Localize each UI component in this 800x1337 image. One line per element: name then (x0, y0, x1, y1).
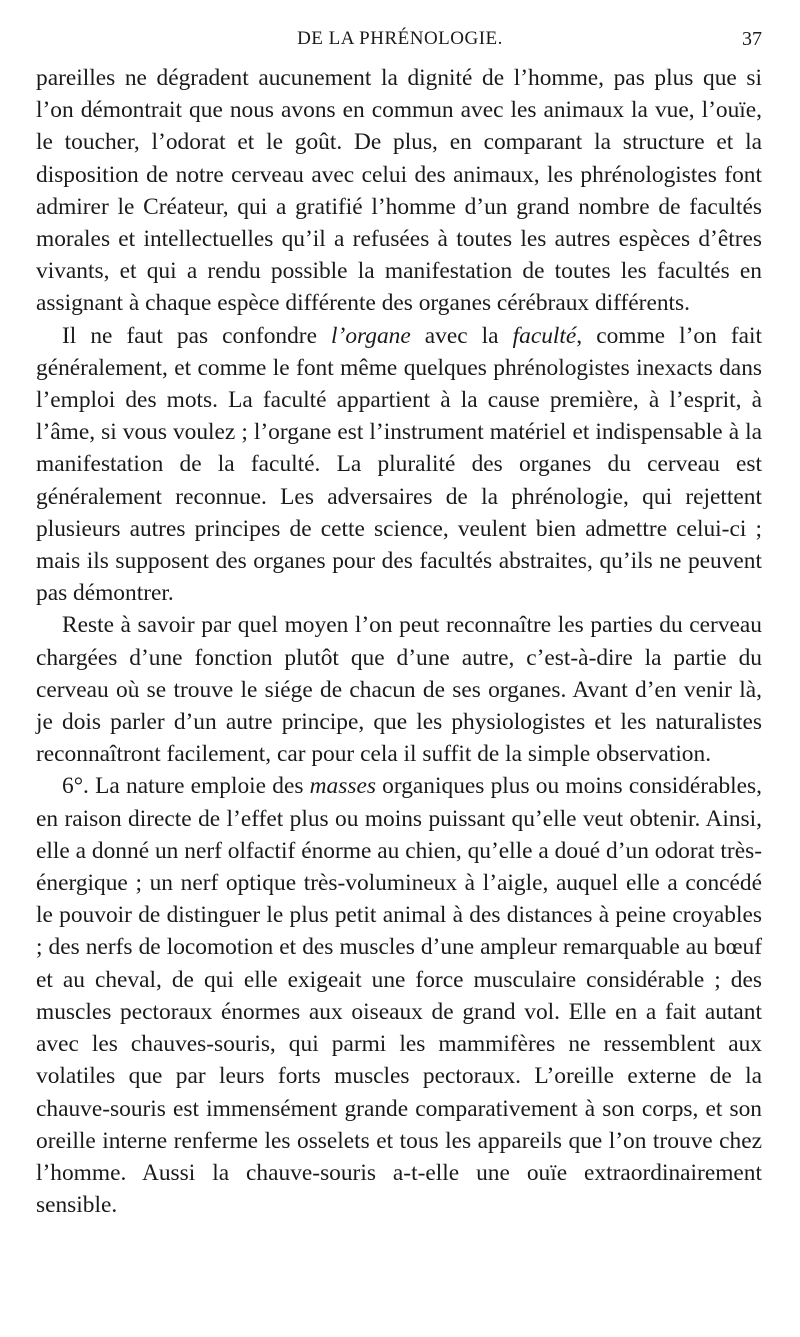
paragraph (36, 770, 762, 1221)
paragraph (36, 320, 762, 610)
paragraph (36, 62, 762, 320)
text-span: , comme l’on fait généralement, et comme le font même quelques phrénologistes inexacts dans l’emploi des mots. La faculté appartient à la cause première, à l’esprit, à l’âme, si vous voulez ; l’organe est l’instrument matériel et indispensable à la manifestation de la faculté. La pluralité des organes du cerveau est généralement reconnue. Les adversaires de la phrénologie, qui rejettent plusieurs autres principes de cette science, veulent bien admettre celui-ci ; mais ils supposent des organes pour des facultés abstraites, qu’ils ne peuvent pas démontrer. (36, 322, 763, 607)
body-text (36, 62, 762, 1221)
emphasis-organe: l’organe (331, 322, 411, 349)
text-span: avec la (410, 322, 513, 349)
emphasis-masses: masses (309, 773, 376, 800)
text-span: Reste à savoir par quel moyen l’on peut reconnaître les parties du cerveau chargées d’une fonction plutôt que d’une autre, c’est-à-dire la partie du cerveau où se trouve le siége de chacun de ses organes. Avant d’en venir là, je dois parler d’un autre principe, que les physiologistes et les naturalistes reconnaîtront facilement, car pour cela il suffit de la simple observation. (36, 612, 762, 768)
text-span: organiques plus ou moins considérables, en raison directe de l’effet plus ou moins puissant qu’elle veut obtenir. Ainsi, elle a donné un nerf olfactif énorme au chien, qu’elle a doué d’un odorat très-énergique ; un nerf optique très-volumineux à l’aigle, auquel elle a concédé le pouvoir de distinguer le plus petit animal à des distances à peine croyables ; des nerfs de locomotion et des muscles d’une ampleur remarquable au bœuf et au cheval, de qui elle exigeait une force musculaire considérable ; des muscles pectoraux énormes aux oiseaux de grand vol. Elle en a fait autant avec les chauves-souris, qui parmi les mammifères ne ressemblent aux volatiles que par leurs forts muscles pectoraux. L’oreille externe de la chauve-souris est immensément grande comparativement à son corps, et son oreille interne renferme les osselets et tous les appareils que l’on trouve chez l’homme. Aussi la chauve-souris a-t-elle une ouïe extraordinairement sensible. (36, 773, 762, 1219)
running-title: DE LA PHRÉNOLOGIE. (297, 28, 503, 49)
text-span: pareilles ne dégradent aucunement la dignité de l’homme, pas plus que si l’on démontrait que nous avons en commun avec les animaux la vue, l’ouïe, le toucher, l’odorat et le goût. De plus, en comparant la structure et la disposition de notre cerveau avec celui des animaux, les phrénologistes font admirer le Créateur, qui a gratifié l’homme d’un grand nombre de facultés morales et intellectuelles qu’il a refusées à toutes les autres espèces d’êtres vivants, et qui a rendu possible la manifestation de toutes les facultés en assignant à chaque espèce différente des organes cérébraux différents. (36, 65, 762, 317)
text-span: Il ne faut pas confondre (62, 322, 332, 349)
page-number: 37 (742, 28, 762, 50)
paragraph (36, 609, 762, 770)
page-header (38, 28, 762, 58)
emphasis-faculte: faculté (512, 322, 577, 349)
text-span: 6°. La nature emploie des (62, 773, 310, 800)
